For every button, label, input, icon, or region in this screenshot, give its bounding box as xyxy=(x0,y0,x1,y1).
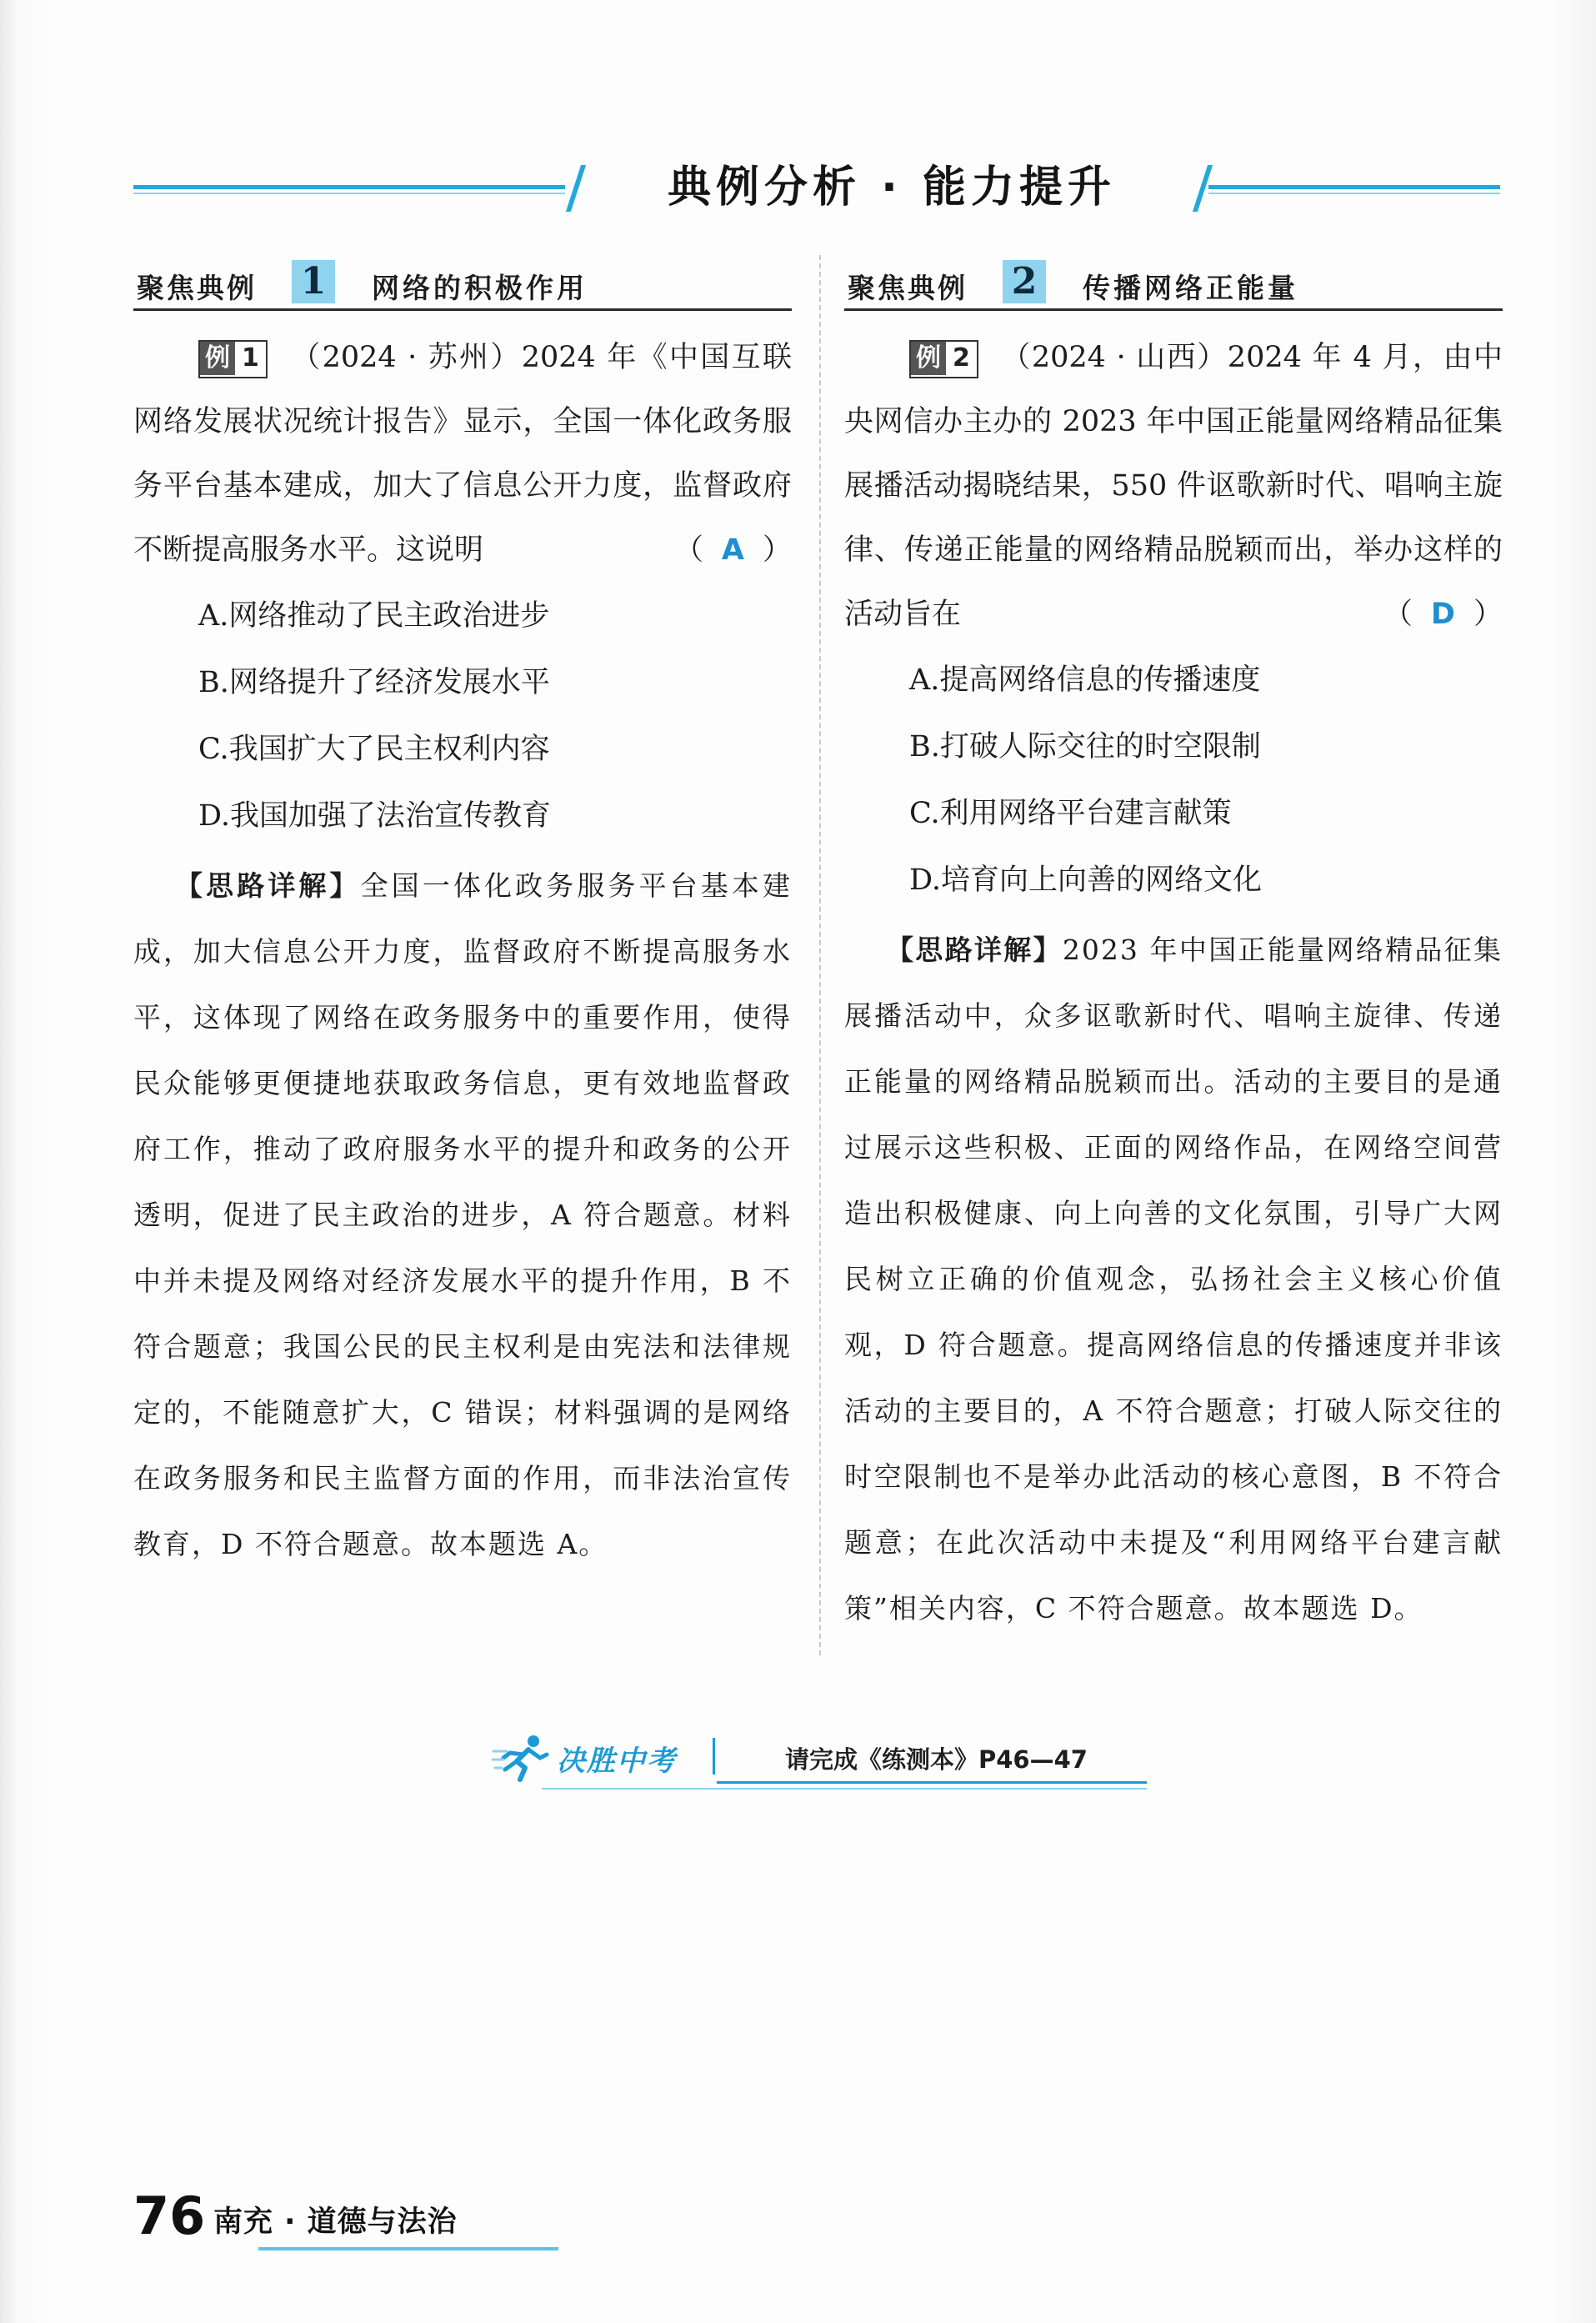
focus-number-badge: 1 xyxy=(292,260,335,303)
option-list xyxy=(909,647,1503,914)
question-text: （2024 · 苏州）2024 年《中国互联网络发展状况统计报告》显示，全国一体化政务服务平台基本建成，加大了信息公开力度，监督政府不断提高服务水平。这说明 xyxy=(133,341,792,567)
focus-heading-2 xyxy=(844,255,1503,311)
focus-heading-1 xyxy=(133,255,792,311)
explanation-text: 2023 年中国正能量网络精品征集展播活动中，众多讴歌新时代、唱响主旋律、传递正能量的网络精品脱颖而出。活动的主要目的是通过展示这些积极、正面的网络作品，在网络空间营造出积极健康、向上向善的文化氛围，引导广大网民树立正确的价值观念，弘扬社会主义核心价值观，D 符合题意。提高网络信息的传播速度并非该活动的主要目的，A 不符合题意；打破人际交往的时空限制也不是举办此活动的核心意图，B 不符合题意；在此次活动中未提及“利用网络平台建言献策”相关内容，C 不符合题意。故本题选 D。 xyxy=(844,934,1503,1625)
focus-number-badge: 2 xyxy=(1003,260,1046,303)
answer-bracket xyxy=(674,518,792,583)
example-tag-label: 例 xyxy=(911,342,946,375)
example-tag xyxy=(198,340,268,378)
option-c: C.我国扩大了民主权利内容 xyxy=(198,733,550,766)
paren-open: （ xyxy=(673,533,703,567)
option-c: C.利用网络平台建言献策 xyxy=(909,797,1232,830)
paren-close: ） xyxy=(762,533,792,567)
brand-separator xyxy=(713,1738,715,1775)
runner-icon xyxy=(492,1733,552,1783)
answer-bracket xyxy=(1383,583,1503,647)
option-b: B.网络提升了经济发展水平 xyxy=(198,666,550,699)
explanation-head: 【思路详解】 xyxy=(886,934,1063,966)
book-title: 南充 · 道德与法治 xyxy=(213,2205,458,2239)
brand-wordmark: 决胜中考 xyxy=(557,1745,677,1778)
page-footer xyxy=(133,2185,717,2269)
question-stem xyxy=(133,326,792,583)
example-tag-number: 2 xyxy=(953,343,970,373)
practice-reference xyxy=(492,1730,1150,1796)
practice-underline-light xyxy=(542,1788,1147,1790)
focus-label: 聚焦典例 xyxy=(848,272,968,304)
question-stem xyxy=(844,326,1503,647)
paren-close: ） xyxy=(1473,598,1503,631)
explanation xyxy=(844,917,1503,1641)
explanation-head: 【思路详解】 xyxy=(175,869,361,902)
focus-topic: 网络的积极作用 xyxy=(372,272,588,304)
section-title: 典例分析 · 能力提升 xyxy=(668,163,1116,213)
practice-instruction: 请完成《练测本》P46—47 xyxy=(785,1745,1088,1774)
page-number: 76 xyxy=(133,2185,206,2246)
banner-rule-left xyxy=(133,185,565,189)
option-list xyxy=(198,583,792,849)
footer-underline xyxy=(258,2247,558,2250)
example-2-column xyxy=(844,255,1503,1641)
focus-topic: 传播网络正能量 xyxy=(1083,272,1298,304)
focus-label: 聚焦典例 xyxy=(137,272,257,304)
example-1-column xyxy=(133,255,792,1577)
answer-letter: A xyxy=(721,533,744,567)
paren-open: （ xyxy=(1383,598,1413,631)
example-tag-number: 1 xyxy=(242,343,259,373)
example-tag-label: 例 xyxy=(200,342,235,375)
section-banner xyxy=(133,158,1500,225)
example-tag xyxy=(909,340,978,378)
question-text: （2024 · 山西）2024 年 4 月，由中央网信办主办的 2023 年中国正能量网络精品征集展播活动揭晓结果，550 件讴歌新时代、唱响主旋律、传递正能量的网络精品脱颖而出，举办这样的活动旨在 xyxy=(844,341,1503,631)
explanation-text: 全国一体化政务服务平台基本建成，加大信息公开力度，监督政府不断提高服务水平，这体现了网络在政务服务中的重要作用，使得民众能够更便捷地获取政务信息，更有效地监督政府工作，推动了政府服务水平的提升和政务的公开透明，促进了民主政治的进步，A 符合题意。材料中并未提及网络对经济发展水平的提升作用，B 不符合题意；我国公民的民主权利是由宪法和法律规定的，不能随意扩大，C 错误；材料强调的是网络在政务服务和民主监督方面的作用，而非法治宣传教育，D 不符合题意。故本题选 A。 xyxy=(133,869,793,1560)
option-d: D.我国加强了法治宣传教育 xyxy=(198,799,551,833)
option-a: A.提高网络信息的传播速度 xyxy=(909,663,1261,697)
option-d: D.培育向上向善的网络文化 xyxy=(909,864,1262,897)
column-divider xyxy=(819,255,821,1655)
explanation xyxy=(133,853,792,1577)
option-a: A.网络推动了民主政治进步 xyxy=(198,599,550,633)
practice-underline xyxy=(717,1781,1147,1784)
option-b: B.打破人际交往的时空限制 xyxy=(909,730,1261,763)
banner-rule-right xyxy=(1208,185,1500,189)
answer-letter: D xyxy=(1430,598,1455,631)
